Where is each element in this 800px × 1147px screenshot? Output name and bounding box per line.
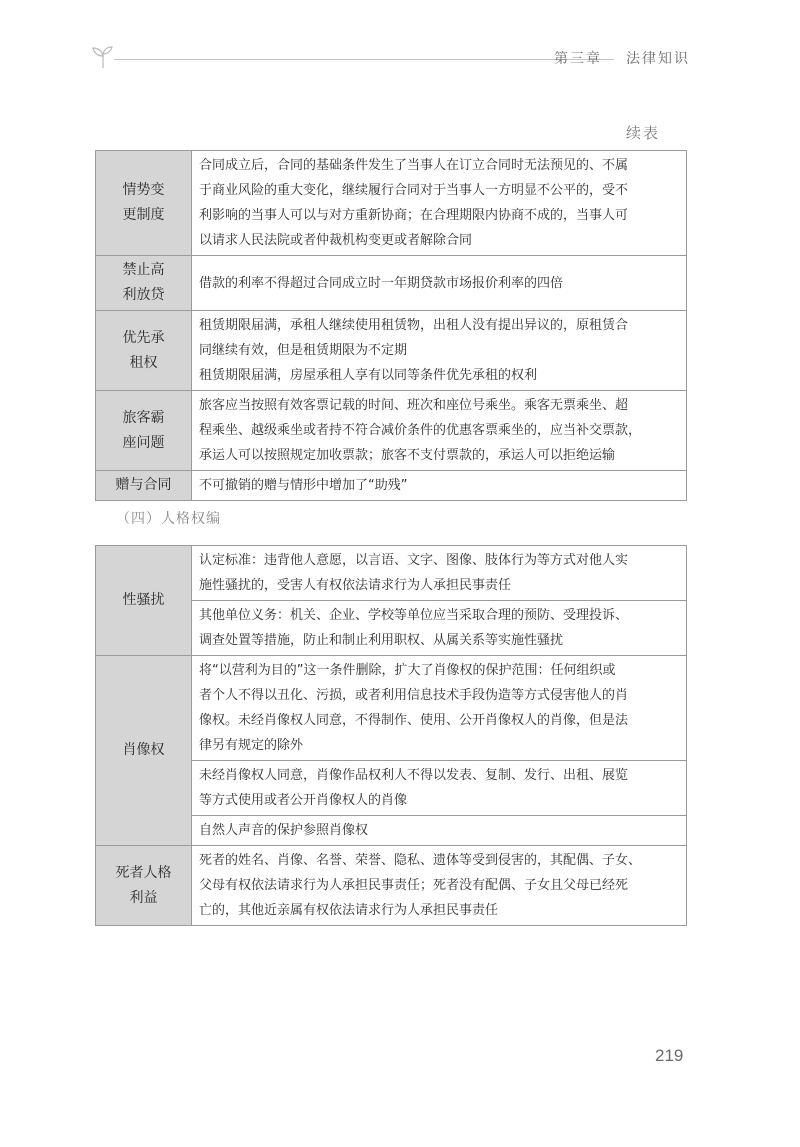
row-description: 自然人声音的保护参照肖像权 [192,816,687,846]
row-description: 死者的姓名、肖像、名誉、荣誉、隐私、遗体等受到侵害的，其配偶、子女、 父母有权依法请求行为人承担民事责任；死者没有配偶、子女且父母已经死 亡的，其他近亲属有权依法请求行为人承担民事责任 [192,846,687,926]
row-name: 优先承 租权 [96,311,192,391]
table-row [96,256,687,311]
continued-label: 续表 [626,124,661,142]
row-description: 其他单位义务：机关、企业、学校等单位应当采取合理的预防、受理投诉、 调查处置等措施，防止和制止利用职权、从属关系等实施性骚扰 [192,601,687,656]
table-row [96,546,687,601]
row-name: 赠与合同 [96,471,192,501]
sprout-icon [90,44,116,70]
contract-law-table [95,150,687,501]
row-description: 不可撤销的赠与情形中增加了“助残” [192,471,687,501]
row-description: 未经肖像权人同意，肖像作品权利人不得以发表、复制、发行、出租、展览 等方式使用或者公开肖像权人的肖像 [192,761,687,816]
row-name: 禁止高 利放贷 [96,256,192,311]
table-row [96,151,687,256]
personality-rights-table [95,545,687,926]
row-name: 死者人格 利益 [96,846,192,926]
table-row [96,656,687,761]
topic-label: 法律知识 [626,51,690,67]
page-header [90,44,690,74]
table-row [96,846,687,926]
table-row [96,311,687,391]
header-rule [114,59,614,60]
row-description: 旅客应当按照有效客票记载的时间、班次和座位号乘坐。乘客无票乘坐、超 程乘坐、越级乘坐或者持不符合减价条件的优惠客票乘坐的，应当补交票款， 承运人可以按照规定加收票款；旅客不支付票款的，承运人可以拒绝运输 [192,391,687,471]
row-name: 肖像权 [96,656,192,846]
row-name: 旅客霸 座问题 [96,391,192,471]
table-row [96,391,687,471]
section-title: （四）人格权编 [116,511,221,527]
row-description: 将“以营利为目的”这一条件删除，扩大了肖像权的保护范围：任何组织或 者个人不得以丑化、污损，或者利用信息技术手段伪造等方式侵害他人的肖 像权。未经肖像权人同意，不得制作、使用、公开肖像权人的肖像，但是法 律另有规定的除外 [192,656,687,761]
row-description: 租赁期限届满，承租人继续使用租赁物，出租人没有提出异议的，原租赁合 同继续有效，但是租赁期限为不定期 租赁期限届满，房屋承租人享有以同等条件优先承租的权利 [192,311,687,391]
page-number: 219 [655,1046,684,1065]
row-name: 情势变 更制度 [96,151,192,256]
table-row [96,471,687,501]
row-description: 认定标准：违背他人意愿，以言语、文字、图像、肢体行为等方式对他人实 施性骚扰的，受害人有权依法请求行为人承担民事责任 [192,546,687,601]
row-name: 性骚扰 [96,546,192,656]
row-description: 借款的利率不得超过合同成立时一年期贷款市场报价利率的四倍 [192,256,687,311]
chapter-label: 第三章 [554,51,602,67]
row-description: 合同成立后，合同的基础条件发生了当事人在订立合同时无法预见的、不属 于商业风险的重大变化，继续履行合同对于当事人一方明显不公平的，受不 利影响的当事人可以与对方重新协商；在合理期限内协商不成的，当事人可 以请求人民法院或者仲裁机构变更或者解除合同 [192,151,687,256]
